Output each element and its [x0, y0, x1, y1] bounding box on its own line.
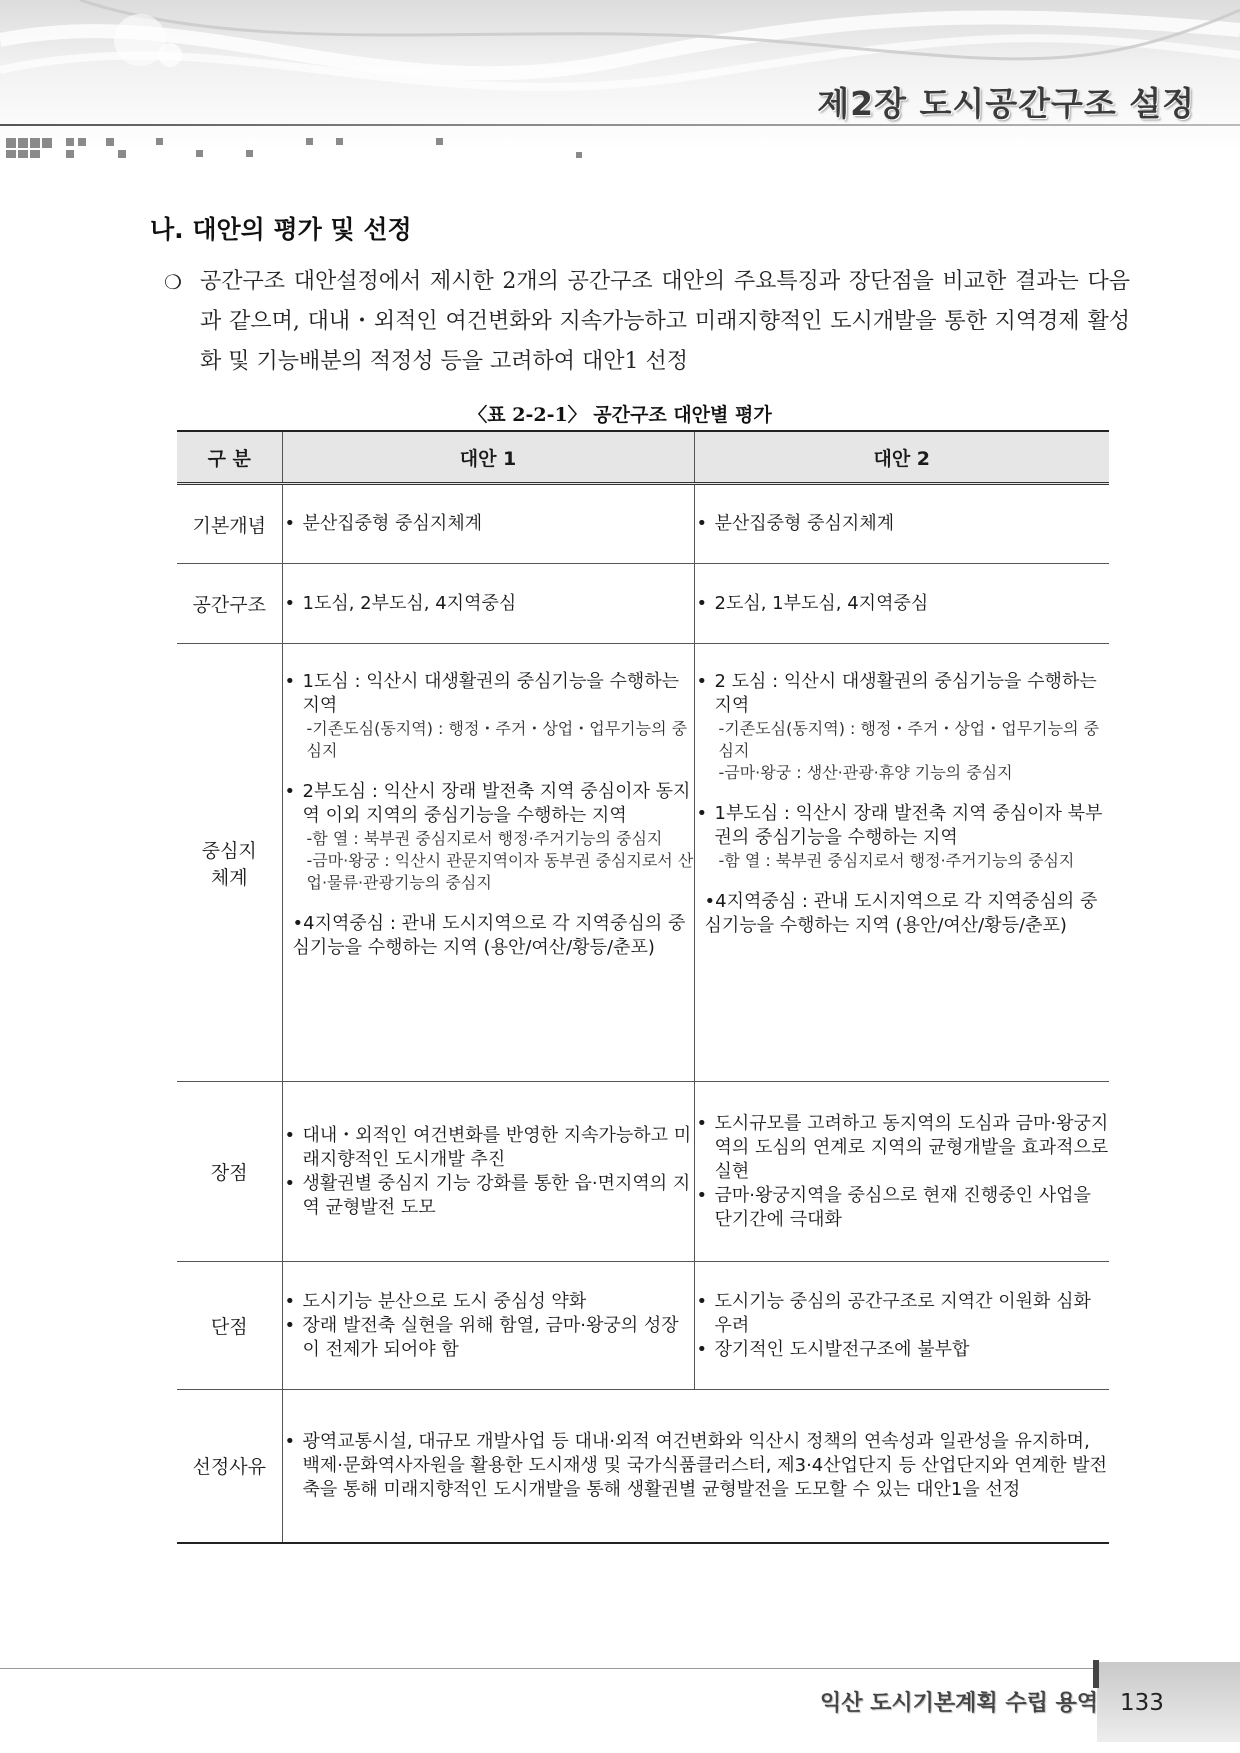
- list-item: • 장래 발전축 실현을 위해 함열, 금마·왕궁의 성장이 전제가 되어야 함: [284, 1314, 679, 1360]
- table-row-reason: [177, 1390, 1109, 1543]
- decorative-pixel-strip: [6, 138, 606, 160]
- list-subitem: -함 열 : 북부권 중심지로서 행정·주거기능의 중심지: [306, 829, 663, 848]
- page-header-band: [0, 0, 1240, 150]
- row-label: 선정사유: [177, 1390, 282, 1543]
- table-header-row: [177, 431, 1109, 484]
- section-heading: 나. 대안의 평가 및 선정: [150, 215, 412, 244]
- chapter-title: 제2장 도시공간구조 설정: [817, 84, 1195, 123]
- list-subitem: -금마·왕궁 : 익산시 관문지역이자 동부권 중심지로서 산업·물류·관광기능의 중심지: [306, 851, 694, 892]
- header-category: 구 분: [177, 431, 282, 484]
- list-item: •4지역중심 : 관내 도시지역으로 각 지역중심의 중심기능을 수행하는 지역 (용안/여산/황등/춘포): [292, 913, 686, 958]
- footer-title: 익산 도시기본계획 수립 용역: [820, 1691, 1099, 1716]
- intro-paragraph-text: 공간구조 대안설정에서 제시한 2개의 공간구조 대안의 주요특징과 장단점을 비교한 결과는 다음과 같으며, 대내・외적인 여건변화와 지속가능하고 미래지향적인 도시개발을 통한 지역경제 활성화 및 기능배분의 적정성 등을 고려하여 대안1 선정: [200, 269, 1130, 374]
- decorative-swirl-graphic: [0, 0, 1240, 150]
- table-caption: 〈표 2-2-1〉 공간구조 대안별 평가: [468, 404, 772, 426]
- list-item: • 2부도심 : 익산시 장래 발전축 지역 중심이자 동지역 이외 지역의 중심기능을 수행하는 지역: [284, 781, 691, 826]
- list-item: • 도시기능 중심의 공간구조로 지역간 이원화 심화 우려: [696, 1290, 1091, 1336]
- list-item: • 1부도심 : 익산시 장래 발전축 지역 중심이자 북부권의 중심기능을 수행하는 지역: [696, 803, 1103, 848]
- table-row-pros: [177, 1082, 1109, 1262]
- list-item: • 분산집중형 중심지체계: [284, 513, 483, 534]
- list-subitem: -금마·왕궁 : 생산·관광·휴양 기능의 중심지: [718, 763, 1013, 782]
- header-alt2: 대안 2: [694, 431, 1109, 484]
- list-item: • 대내・외적인 여건변화를 반영한 지속가능하고 미래지향적인 도시개발 추진: [284, 1124, 692, 1170]
- footer-rule: [0, 1668, 1095, 1669]
- list-item: • 생활권별 중심지 기능 강화를 통한 읍·면지역의 지역 균형발전 도모: [284, 1172, 691, 1218]
- list-item: • 1도심 : 익산시 대생활권의 중심기능을 수행하는 지역: [284, 671, 679, 716]
- header-alt1: 대안 1: [282, 431, 694, 484]
- table-row-structure: [177, 564, 1109, 644]
- footer-marker-bar: [1093, 1660, 1099, 1688]
- evaluation-table: [177, 430, 1109, 1544]
- row-label: 공간구조: [177, 564, 282, 644]
- list-item: • 2 도심 : 익산시 대생활권의 중심기능을 수행하는 지역: [696, 671, 1097, 716]
- table-row-concept: [177, 484, 1109, 564]
- footer-page-tab: [1097, 1662, 1240, 1742]
- table-row-center: [177, 644, 1109, 1082]
- list-item: • 2도심, 1부도심, 4지역중심: [696, 592, 929, 614]
- row-label: 중심지 체계: [177, 644, 282, 1082]
- list-subitem: -기존도심(동지역) : 행정・주거・상업・업무기능의 중심지: [306, 719, 688, 760]
- list-item: • 금마·왕궁지역을 중심으로 현재 진행중인 사업을 단기간에 극대화: [696, 1184, 1091, 1230]
- list-item: • 광역교통시설, 대규모 개발사업 등 대내·외적 여건변화와 익산시 정책의 연속성과 일관성을 유지하며, 백제·문화역사자원을 활용한 도시재생 및 국가식품클러스터, 제3·4산업단지 등 산업단지와 연계한 발전축을 통해 미래지향적인 도시개발을 통해 생활권별 균형발전을 도모할 수 있는 대안1을 선정: [284, 1430, 1107, 1500]
- page-number: 133: [1120, 1690, 1164, 1716]
- row-label: 단점: [177, 1262, 282, 1390]
- list-item: • 도시기능 분산으로 도시 중심성 약화: [284, 1290, 587, 1312]
- list-subitem: -기존도심(동지역) : 행정・주거・상업・업무기능의 중심지: [718, 719, 1100, 760]
- chapter-rule: [0, 124, 1240, 126]
- list-item: • 도시규모를 고려하고 동지역의 도심과 금마·왕궁지역의 도심의 연계로 지역의 균형개발을 효과적으로 실현: [696, 1112, 1109, 1182]
- list-item: • 1도심, 2부도심, 4지역중심: [284, 592, 517, 614]
- table-row-cons: [177, 1262, 1109, 1390]
- intro-paragraph: [164, 262, 1130, 382]
- circle-bullet-icon: ❍: [164, 270, 182, 294]
- row-label: 기본개념: [177, 484, 282, 564]
- list-subitem: -함 열 : 북부권 중심지로서 행정·주거기능의 중심지: [718, 851, 1075, 870]
- row-label: 장점: [177, 1082, 282, 1262]
- list-item: • 장기적인 도시발전구조에 불부합: [696, 1338, 970, 1360]
- list-item: • 분산집중형 중심지체계: [696, 513, 895, 534]
- list-item: •4지역중심 : 관내 도시지역으로 각 지역중심의 중심기능을 수행하는 지역 (용안/여산/황등/춘포): [704, 891, 1098, 936]
